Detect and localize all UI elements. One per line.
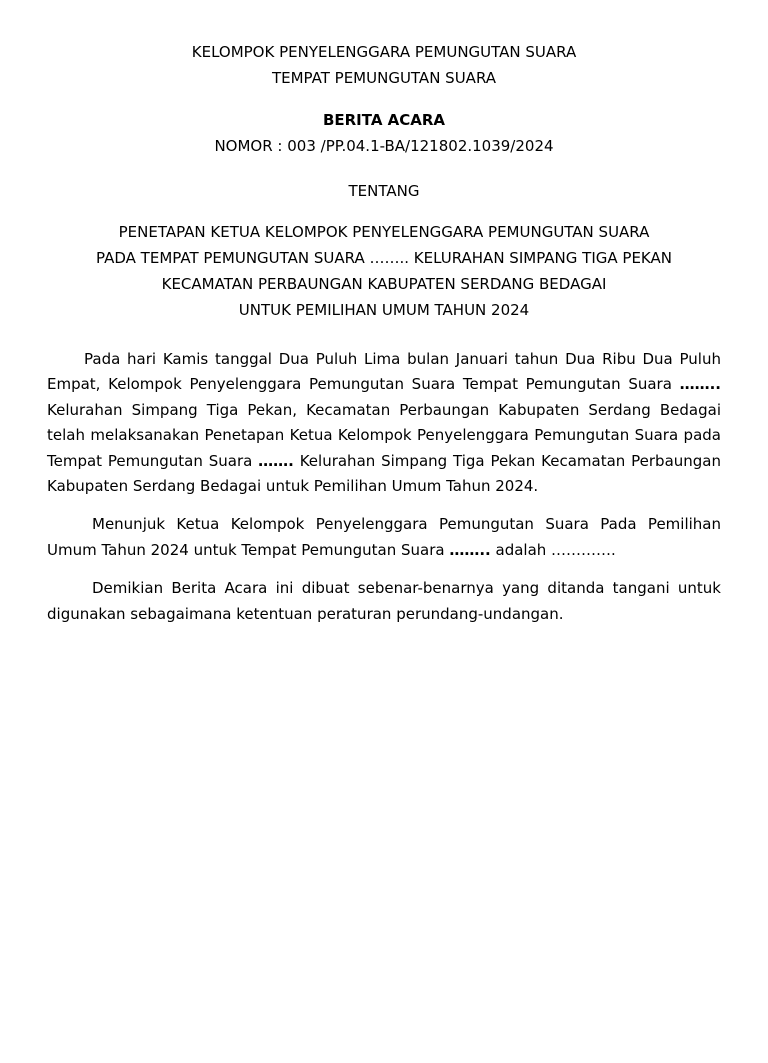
subject-line-1: PENETAPAN KETUA KELOMPOK PENYELENGGARA PEMUNGUTAN SUARA [118,223,650,241]
header-line-2: TEMPAT PEMUNGUTAN SUARA [271,69,497,87]
tentang-label: TENTANG [348,182,420,200]
document-title: BERITA ACARA [322,111,446,129]
placeholder-dots: …….. [679,375,721,394]
subject-line-2: PADA TEMPAT PEMUNGUTAN SUARA …….. KELURAHAN SIMPANG TIGA PEKAN [96,249,672,267]
body-paragraph-1 [47,347,721,499]
header-line-1: KELOMPOK PENYELENGGARA PEMUNGUTAN SUARA [191,43,577,61]
document-number: NOMOR : 003 /PP.04.1-BA/121802.1039/2024 [214,137,554,155]
subject-block [47,219,721,323]
subject-line-4: UNTUK PEMILIHAN UMUM TAHUN 2024 [238,301,530,319]
body-paragraph-3: Demikian Berita Acara ini dibuat sebenar-benarnya yang ditanda tangani untuk digunakan sebagaimana ketentuan peraturan perundang-undangan. [47,579,721,623]
body-paragraph-2 [47,512,721,563]
placeholder-dots: …….. [449,540,491,559]
paragraph-1-text-c: Kelurahan Simpang Tiga Pekan Kecamatan Perbaungan Kabupaten Serdang Bedagai untuk Pemilihan Umum Tahun 2024. [47,451,721,496]
document-header [47,39,721,91]
title-block [47,107,721,159]
paragraph-1-text-b: Kelurahan Simpang Tiga Pekan, Kecamatan Perbaungan Kabupaten Serdang Bedagai telah melaksanakan Penetapan Ketua Kelompok Penyelenggara Pemungutan Suara pada Tempat Pemungutan Suara [47,400,721,470]
paragraph-2-text-b: adalah …………. [490,540,616,559]
paragraph-2-text-a: Menunjuk Ketua Kelompok Penyelenggara Pemungutan Suara Pada Pemilihan Umum Tahun 2024 untuk Tempat Pemungutan Suara [47,515,721,559]
placeholder-dots: ……. [258,451,294,470]
document-page [0,39,768,1063]
subject-line-3: KECAMATAN PERBAUNGAN KABUPATEN SERDANG BEDAGAI [161,275,607,293]
paragraph-1-text-a: Pada hari Kamis tanggal Dua Puluh Lima bulan Januari tahun Dua Ribu Dua Puluh Empat, Kelompok Penyelenggara Pemungutan Suara Tempat Pemungutan Suara [47,350,721,394]
